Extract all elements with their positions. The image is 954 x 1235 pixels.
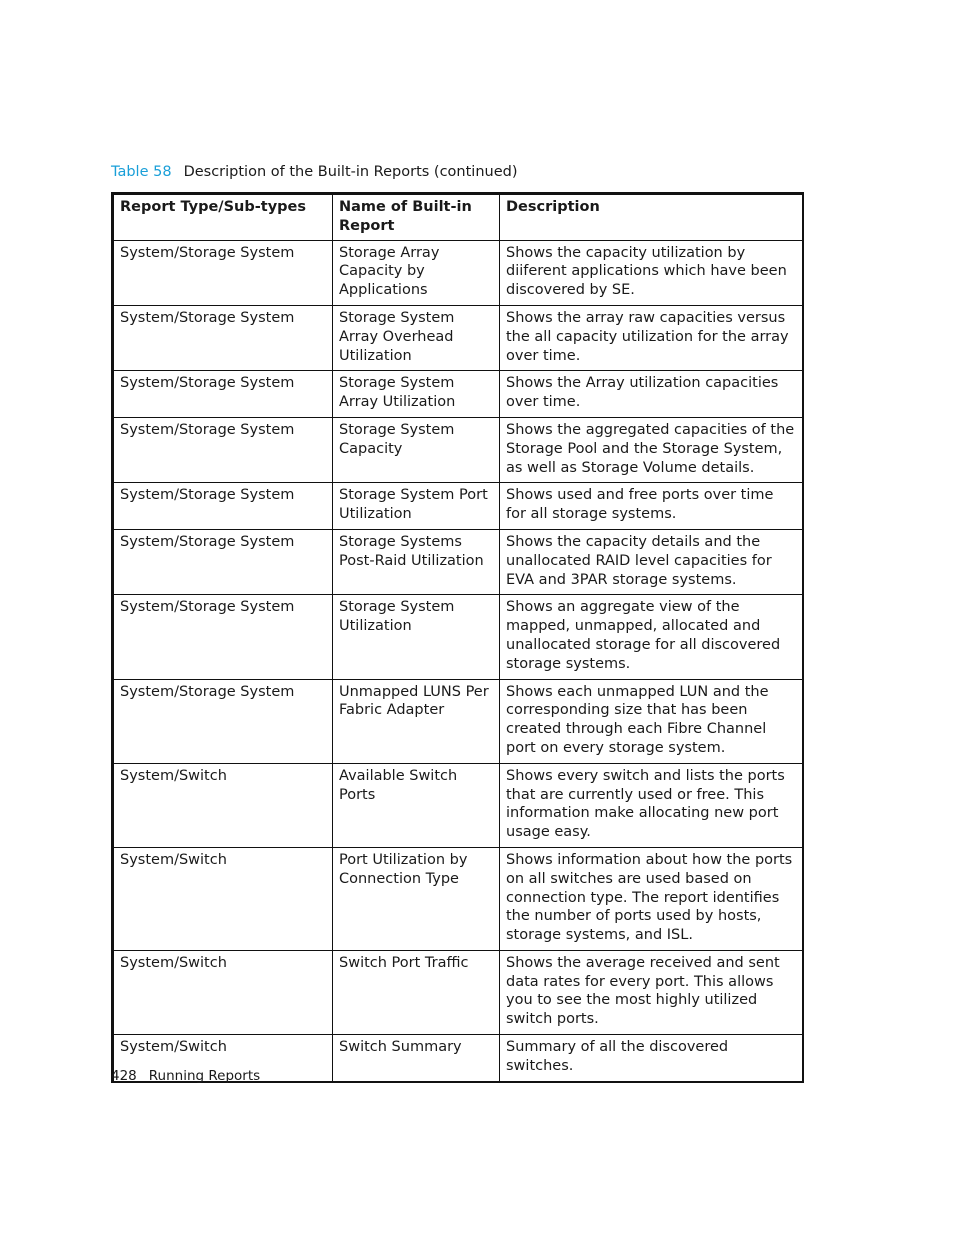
cell-report-name: Available Switch Ports (333, 763, 500, 847)
cell-description: Shows the capacity details and the unallocated RAID level capacities for EVA and 3PAR storage systems. (500, 529, 804, 594)
cell-report-name: Switch Summary (333, 1035, 500, 1082)
table-row (113, 847, 804, 950)
table-row (113, 679, 804, 763)
cell-report-name: Storage Systems Post-Raid Utilization (333, 529, 500, 594)
footer-section-title: Running Reports (148, 1068, 261, 1084)
cell-description: Shows an aggregate view of the mapped, unmapped, allocated and unallocated storage for all discovered storage systems. (500, 595, 804, 679)
cell-report-type: System/Storage System (113, 529, 333, 594)
table-number-label: Table 58 (111, 164, 172, 180)
cell-report-type: System/Storage System (113, 679, 333, 763)
cell-report-type: System/Switch (113, 763, 333, 847)
cell-report-type: System/Storage System (113, 305, 333, 370)
cell-description: Shows the average received and sent data rates for every port. This allows you to see the most highly utilized switch ports. (500, 950, 804, 1034)
cell-report-name: Switch Port Traffic (333, 950, 500, 1034)
cell-report-name: Port Utilization by Connection Type (333, 847, 500, 950)
cell-description: Shows each unmapped LUN and the corresponding size that has been created through each Fibre Channel port on every storage system. (500, 679, 804, 763)
table-title: Description of the Built-in Reports (continued) (183, 164, 518, 180)
table-header-row (113, 194, 804, 241)
page-footer (111, 1067, 260, 1085)
cell-report-type: System/Storage System (113, 240, 333, 305)
cell-description: Shows the Array utilization capacities over time. (500, 371, 804, 418)
cell-description: Shows the aggregated capacities of the Storage Pool and the Storage System, as well as Storage Volume details. (500, 417, 804, 482)
cell-description: Summary of all the discovered switches. (500, 1035, 804, 1082)
cell-report-name: Storage Array Capacity by Applications (333, 240, 500, 305)
table-row (113, 950, 804, 1034)
page-number: 428 (111, 1068, 137, 1084)
table-row (113, 529, 804, 594)
cell-report-type: System/Storage System (113, 483, 333, 530)
cell-description: Shows information about how the ports on all switches are used based on connection type. The report identifies the number of ports used by hosts, storage systems, and ISL. (500, 847, 804, 950)
cell-report-type: System/Storage System (113, 595, 333, 679)
table-row (113, 483, 804, 530)
cell-report-type: System/Storage System (113, 371, 333, 418)
cell-description: Shows the capacity utilization by diiferent applications which have been discovered by SE. (500, 240, 804, 305)
cell-report-name: Storage System Port Utilization (333, 483, 500, 530)
column-header-report-name: Name of Built-in Report (333, 194, 500, 241)
column-header-description: Description (500, 194, 804, 241)
table-row (113, 240, 804, 305)
table-row (113, 305, 804, 370)
cell-report-name: Storage System Capacity (333, 417, 500, 482)
table-row (113, 595, 804, 679)
cell-report-type: System/Switch (113, 1035, 333, 1082)
cell-report-type: System/Switch (113, 950, 333, 1034)
built-in-reports-table (111, 192, 804, 1083)
cell-report-name: Storage System Utilization (333, 595, 500, 679)
cell-description: Shows every switch and lists the ports that are currently used or free. This information make allocating new port usage easy. (500, 763, 804, 847)
table-body (113, 240, 804, 1082)
table-caption (111, 163, 517, 181)
cell-description: Shows the array raw capacities versus the all capacity utilization for the array over time. (500, 305, 804, 370)
cell-report-name: Unmapped LUNS Per Fabric Adapter (333, 679, 500, 763)
cell-description: Shows used and free ports over time for all storage systems. (500, 483, 804, 530)
cell-report-name: Storage System Array Overhead Utilization (333, 305, 500, 370)
column-header-report-type: Report Type/Sub-types (113, 194, 333, 241)
table-row (113, 763, 804, 847)
table-row (113, 371, 804, 418)
cell-report-type: System/Storage System (113, 417, 333, 482)
cell-report-name: Storage System Array Utilization (333, 371, 500, 418)
table-row (113, 417, 804, 482)
cell-report-type: System/Switch (113, 847, 333, 950)
